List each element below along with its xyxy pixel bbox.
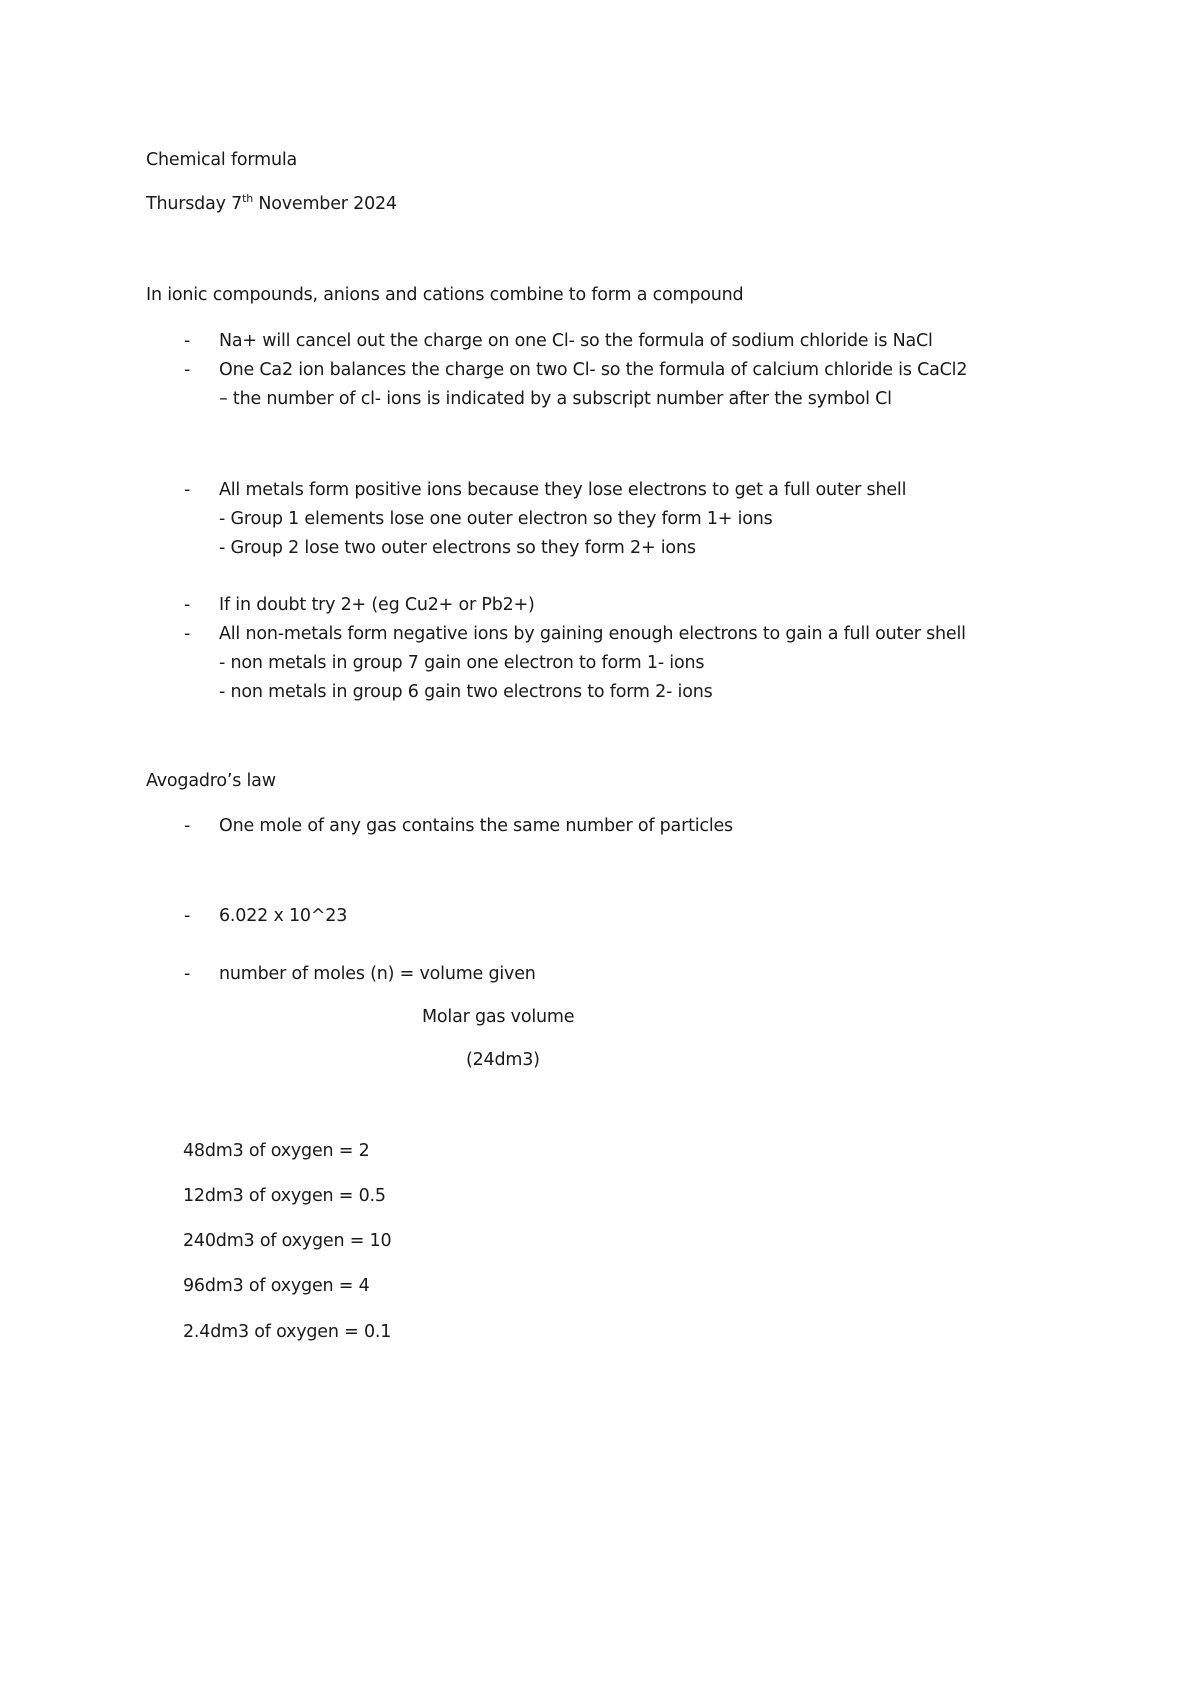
doc-date xyxy=(146,193,397,215)
bullet-marker: - xyxy=(184,331,191,351)
bullet-marker: - xyxy=(184,906,191,926)
bullet-marker: - xyxy=(184,360,191,380)
avogadro-bullet-2: 6.022 x 10^23 xyxy=(219,906,348,926)
fraction-denominator: Molar gas volume xyxy=(422,1007,575,1027)
doc-title: Chemical formula xyxy=(146,150,298,170)
metals-sub-1: - Group 1 elements lose one outer electron so they form 1+ ions xyxy=(219,509,773,529)
bullet-marker: - xyxy=(184,964,191,984)
nonmetals-sub-1: - non metals in group 7 gain one electron to form 1- ions xyxy=(219,653,705,673)
intro-paragraph: In ionic compounds, anions and cations combine to form a compound xyxy=(146,285,744,305)
bullet-marker: - xyxy=(184,816,191,836)
bullet-marker: - xyxy=(184,595,191,615)
example-line-4: 96dm3 of oxygen = 4 xyxy=(183,1276,370,1296)
date-suffix: th xyxy=(242,192,253,206)
example-line-3: 240dm3 of oxygen = 10 xyxy=(183,1231,392,1251)
date-rest: November 2024 xyxy=(252,194,397,214)
example-line-2: 12dm3 of oxygen = 0.5 xyxy=(183,1186,386,1206)
ionic-bullet-2-continued: – the number of cl- ions is indicated by a subscript number after the symbol Cl xyxy=(219,389,892,409)
fraction-value: (24dm3) xyxy=(466,1050,540,1070)
metals-sub-2: - Group 2 lose two outer electrons so they form 2+ ions xyxy=(219,538,696,558)
metals-bullet: All metals form positive ions because they lose electrons to get a full outer shell xyxy=(219,480,907,500)
nonmetals-sub-2: - non metals in group 6 gain two electrons to form 2- ions xyxy=(219,682,713,702)
example-line-5: 2.4dm3 of oxygen = 0.1 xyxy=(183,1322,392,1342)
doubt-bullet: If in doubt try 2+ (eg Cu2+ or Pb2+) xyxy=(219,595,535,615)
example-line-1: 48dm3 of oxygen = 2 xyxy=(183,1141,370,1161)
ionic-bullet-1: Na+ will cancel out the charge on one Cl- so the formula of sodium chloride is NaCl xyxy=(219,331,933,351)
bullet-marker: - xyxy=(184,480,191,500)
avogadro-bullet-3: number of moles (n) = volume given xyxy=(219,964,536,984)
ionic-bullet-2: One Ca2 ion balances the charge on two Cl- so the formula of calcium chloride is CaCl2 xyxy=(219,360,968,380)
nonmetals-bullet: All non-metals form negative ions by gaining enough electrons to gain a full outer shell xyxy=(219,624,966,644)
bullet-marker: - xyxy=(184,624,191,644)
avogadro-bullet-1: One mole of any gas contains the same number of particles xyxy=(219,816,733,836)
avogadro-heading: Avogadro’s law xyxy=(146,771,276,791)
date-day: Thursday 7 xyxy=(146,194,243,214)
